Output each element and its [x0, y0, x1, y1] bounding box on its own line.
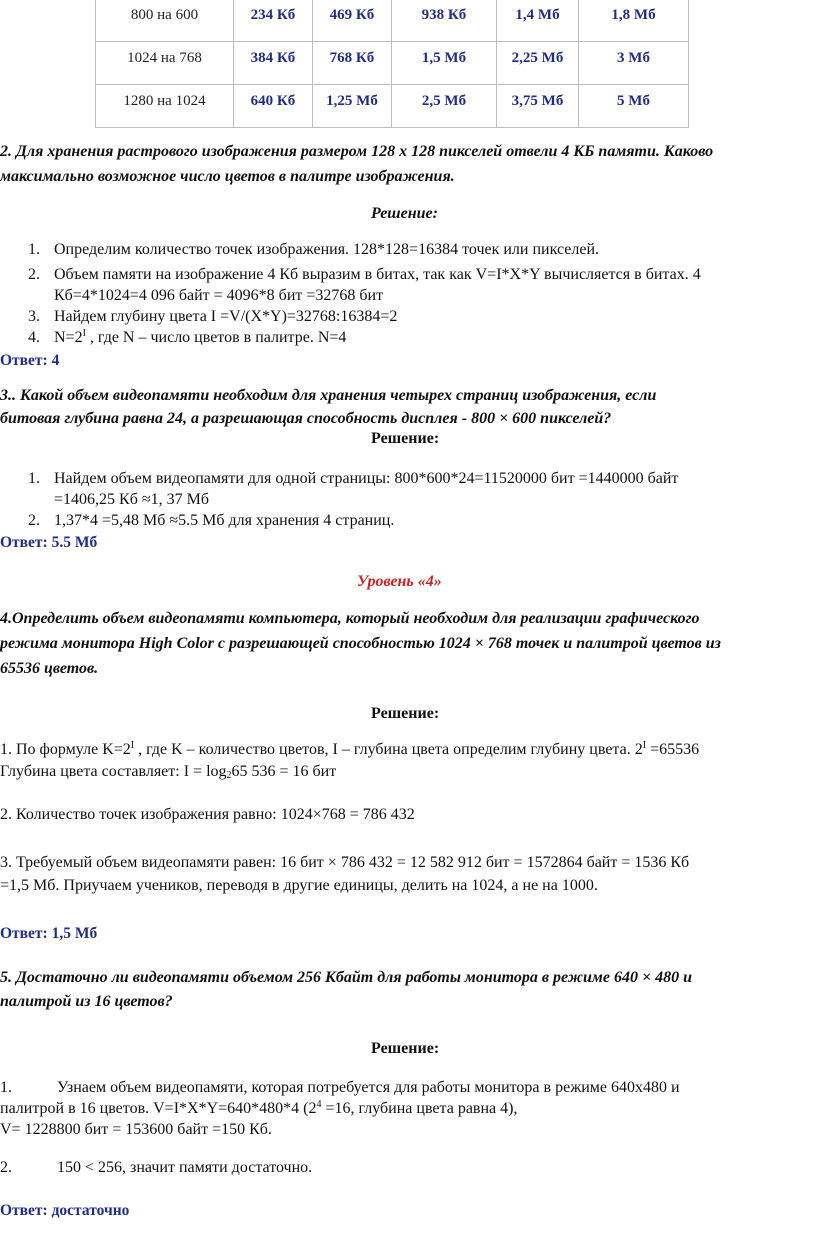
task5-step1-cont2: V= 1228800 бит = 153600 байт =150 Кб.	[0, 1121, 272, 1138]
task4-solution-label: Решение:	[371, 705, 440, 722]
task5-title-line2: палитрой из 16 цветов?	[0, 993, 173, 1010]
value-cell: 2,25 Мб	[497, 42, 579, 85]
task2-step2-cont: Кб=4*1024=4 096 байт = 4096*8 бит =32768 бит	[54, 287, 384, 304]
task2-title-line2: максимально возможное число цветов в палитре изображения.	[0, 168, 455, 185]
value-cell: 1,4 Мб	[497, 0, 579, 42]
task2-solution-label: Решение:	[371, 205, 438, 222]
task5-solution-label: Решение:	[371, 1040, 440, 1057]
task4-step1: 1. По формуле $K=2^I$ , где K – количество цветов, I – глубина цвета определим глубину цвета. $2^I =65536$	[0, 740, 700, 758]
task5-title-line1: 5. Достаточно ли видеопамяти объемом 256 Кбайт для работы монитора в режиме 640 × 480 и	[0, 969, 692, 986]
task5-step2: 2. 150 < 256, значит памяти достаточно.	[0, 1159, 313, 1176]
task5-step1: 1. Узнаем объем видеопамяти, которая потребуется для работы монитора в режиме 640х480 и	[0, 1079, 680, 1096]
task3-answer: Ответ: 5.5 Мб	[0, 534, 98, 551]
table-row	[96, 85, 689, 128]
resolution-table	[95, 0, 689, 128]
task3-step1-cont: =1406,25 Кб ≈1, 37 Мб	[54, 491, 209, 508]
task3-title-line1: 3.. Какой объем видеопамяти необходим для хранения четырех страниц изображения, если	[0, 387, 657, 404]
value-cell: 3,75 Мб	[497, 85, 579, 128]
value-cell: 640 Кб	[234, 85, 313, 128]
value-cell: 1,5 Мб	[392, 42, 497, 85]
task4-title-line3: 65536 цветов.	[0, 660, 99, 677]
table-row	[96, 42, 689, 85]
task2-step3: 3. Найдем глубину цвета I =V/(X*Y)=32768:16384=2	[28, 308, 398, 325]
task4-step3-cont: =1,5 Мб. Приучаем учеников, переводя в другие единицы, делить на 1024, а не на 1000.	[0, 877, 598, 894]
task3-solution-label: Решение:	[371, 430, 440, 447]
value-cell: 2,5 Мб	[392, 85, 497, 128]
task3-step1: 1. Найдем объем видеопамяти для одной страницы: 800*600*24=11520000 бит =1440000 байт	[28, 470, 679, 487]
value-cell: 384 Кб	[234, 42, 313, 85]
task4-step1-cont: Глубина цвета составляет: $I = \log_265$ 536 = 16 бит	[0, 763, 337, 781]
task4-answer: Ответ: 1,5 Мб	[0, 925, 98, 942]
level-heading: Уровень «4»	[357, 573, 442, 590]
task2-step2: 2. Объем памяти на изображение 4 Кб выразим в битах, так как V=I*X*Y вычисляется в битах. 4	[28, 266, 701, 283]
value-cell: 1,25 Мб	[313, 85, 392, 128]
value-cell: 768 Кб	[313, 42, 392, 85]
value-cell: 469 Кб	[313, 0, 392, 42]
value-cell: 938 Кб	[392, 0, 497, 42]
task2-answer: Ответ: 4	[0, 352, 60, 369]
task5-step1-cont: палитрой в 16 цветов. V=I*X*Y=640*480*4 ($2^4 =16$, глубина цвета равна 4),	[0, 1099, 518, 1117]
table-row	[96, 0, 689, 42]
task4-title-line2: режима монитора High Color с разрешающей способностью 1024 × 768 точек и палитрой цветов из	[0, 635, 721, 652]
task2-step4: 4. $N=2^I$ , где N – число цветов в палитре. N=4	[28, 328, 347, 346]
value-cell: 234 Кб	[234, 0, 313, 42]
resolution-cell: 1280 на 1024	[96, 85, 234, 128]
task5-answer: Ответ: достаточно	[0, 1202, 130, 1219]
task4-step2: 2. Количество точек изображения равно: 1024×768 = 786 432	[0, 806, 415, 823]
task3-step2: 2. 1,37*4 =5,48 Мб ≈5.5 Мб для хранения 4 страниц.	[28, 512, 395, 529]
value-cell: 3 Мб	[579, 42, 689, 85]
resolution-cell: 800 на 600	[96, 0, 234, 42]
task2-title-line1: 2. Для хранения растрового изображения размером 128 х 128 пикселей отвели 4 КБ памяти. Каково	[0, 143, 714, 160]
task3-title-line2: битовая глубина равна 24, а разрешающая способность дисплея - 800 × 600 пикселей?	[0, 410, 612, 427]
task4-step3: 3. Требуемый объем видеопамяти равен: 16 бит × 786 432 = 12 582 912 бит = 1572864 байт = 1536 Кб	[0, 854, 690, 871]
resolution-cell: 1024 на 768	[96, 42, 234, 85]
task4-title-line1: 4.Определить объем видеопамяти компьютера, который необходим для реализации графического	[0, 610, 700, 627]
value-cell: 5 Мб	[579, 85, 689, 128]
task2-step1: 1. Определим количество точек изображения. 128*128=16384 точек или пикселей.	[28, 241, 600, 258]
value-cell: 1,8 Мб	[579, 0, 689, 42]
